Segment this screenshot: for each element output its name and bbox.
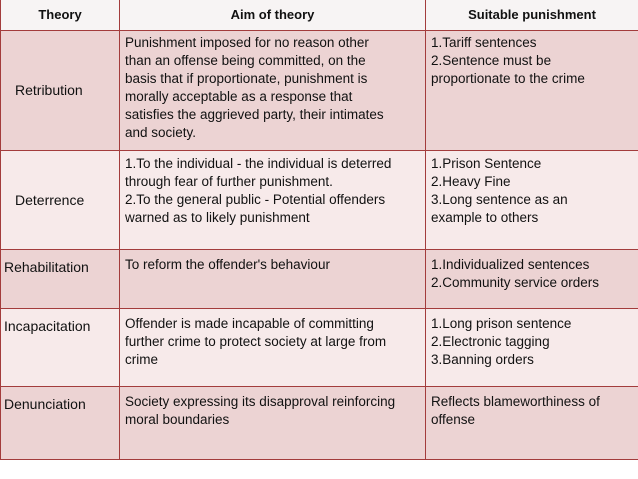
header-row [1, 0, 638, 30]
aim-line: warned as to likely punishment [125, 209, 310, 225]
aim-line: Punishment imposed for no reason other [125, 34, 369, 50]
aim-line: satisfies the aggrieved party, their intimates [125, 106, 384, 122]
theory-name-cell: Incapacitation [1, 308, 120, 386]
aim-line: than an offense being committed, on the [125, 52, 366, 68]
aim-line: Society expressing its disapproval reinforcing [125, 393, 396, 409]
aim-line: crime [125, 351, 158, 367]
aim-cell [120, 249, 426, 308]
theory-name-cell: Deterrence [1, 150, 120, 249]
punishment-line: 1.Individualized sentences [431, 256, 590, 272]
aim-line: through fear of further punishment. [125, 173, 333, 189]
aim-cell [120, 150, 426, 249]
punishment-line: offense [431, 411, 476, 427]
theory-name-cell: Retribution [1, 30, 120, 150]
table-row [1, 308, 638, 386]
header-theory: Theory [1, 0, 120, 30]
aim-line: morally acceptable as a response that [125, 88, 353, 104]
punishment-line: 2.Community service orders [431, 274, 600, 290]
aim-line: basis that if proportionate, punishment is [125, 70, 368, 86]
punishment-line: 2.Heavy Fine [431, 173, 511, 189]
punishment-line: proportionate to the crime [431, 70, 585, 86]
punishment-line: Reflects blameworthiness of [431, 393, 600, 409]
aim-line: further crime to protect society at large from [125, 333, 387, 349]
aim-cell [120, 308, 426, 386]
aim-line: and society. [125, 124, 197, 140]
theory-name-cell: Rehabilitation [1, 249, 120, 308]
punishment-line: 3.Banning orders [431, 351, 534, 367]
aim-cell [120, 386, 426, 459]
punishment-cell [426, 386, 638, 459]
punishment-line: 1.Long prison sentence [431, 315, 572, 331]
punishment-line: 1.Tariff sentences [431, 34, 537, 50]
table-row [1, 386, 638, 459]
header-punishment: Suitable punishment [426, 0, 638, 30]
punishment-line: example to others [431, 209, 539, 225]
aim-line: To reform the offender's behaviour [125, 256, 330, 272]
punishment-cell [426, 30, 638, 150]
punishment-cell [426, 249, 638, 308]
table-row [1, 150, 638, 249]
punishment-cell [426, 150, 638, 249]
aim-line: 2.To the general public - Potential offenders [125, 191, 386, 207]
aim-line: 1.To the individual - the individual is deterred [125, 155, 392, 171]
punishment-line: 1.Prison Sentence [431, 155, 542, 171]
header-aim: Aim of theory [120, 0, 426, 30]
aim-line: moral boundaries [125, 411, 230, 427]
table-row [1, 30, 638, 150]
aim-line: Offender is made incapable of committing [125, 315, 374, 331]
theory-name-cell: Denunciation [1, 386, 120, 459]
aim-cell [120, 30, 426, 150]
punishment-line: 2.Sentence must be [431, 52, 552, 68]
table-row [1, 249, 638, 308]
punishment-cell [426, 308, 638, 386]
punishment-line: 3.Long sentence as an [431, 191, 568, 207]
punishment-line: 2.Electronic tagging [431, 333, 550, 349]
